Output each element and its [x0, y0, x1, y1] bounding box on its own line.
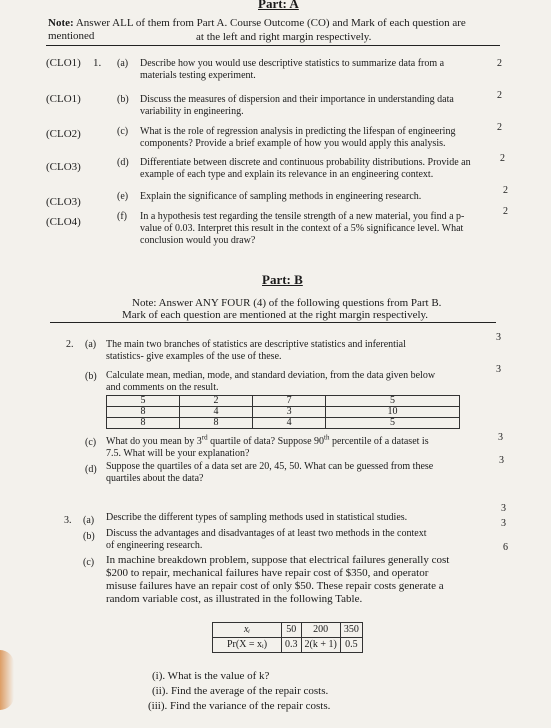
question-text: The main two branches of statistics are descriptive statistics and inferential statistics- give examples of the use of these.	[106, 339, 406, 362]
table-row: 5 2 7 5	[107, 396, 460, 407]
marks: 3	[496, 332, 501, 343]
question-number: 2.	[66, 339, 74, 350]
item-letter: (d)	[117, 157, 129, 168]
clo-label: (CLO4)	[46, 216, 81, 228]
page-edge-shadow	[0, 650, 14, 710]
question-text: What do you mean by 3rd quartile of data? Suppose 90th percentile of a dataset is 7.5. What will be your explanation?	[106, 433, 429, 459]
marks: 2	[503, 206, 508, 217]
question-number: 3.	[64, 515, 72, 526]
marks: 3	[496, 364, 501, 375]
question-text: Differentiate between discrete and continuous probability distributions. Provide an example of each type and explain its relevance in an engineering context.	[140, 157, 471, 180]
part-a-rule	[46, 45, 500, 46]
clo-label: (CLO3)	[46, 196, 81, 208]
question-text: Calculate mean, median, mode, and standard deviation, from the data given below and comments on the result.	[106, 370, 436, 393]
question-text: In machine breakdown problem, suppose that electrical failures generally cost $200 to repair, mechanical failures have repair cost of $350, and operator misuse failures have an repair cost of only $50. These repair costs generate a random variable cost, as illustrated in the following Table.	[106, 554, 450, 605]
item-letter: (a)	[83, 515, 95, 526]
clo-label: (CLO1)	[46, 93, 81, 105]
marks: 3	[501, 518, 506, 529]
note-line1: Answer ANY FOUR (4) of the following questions from Part B.	[158, 297, 442, 309]
note-label: Note:	[48, 17, 74, 29]
item-letter: (c)	[83, 557, 95, 568]
item-letter: (a)	[117, 58, 129, 69]
question-text: Discuss the advantages and disadvantages of at least two methods in the context of engineering research.	[106, 528, 427, 551]
sub-question: (i). What is the value of k?	[152, 670, 270, 682]
sub-question: (ii). Find the average of the repair costs.	[152, 685, 329, 697]
marks: 2	[497, 122, 502, 133]
marks: 2	[500, 153, 505, 164]
marks: 3	[499, 455, 504, 466]
item-letter: (c)	[85, 437, 97, 448]
table-row: 8 8 4 5	[107, 418, 460, 429]
note-line1: Answer ALL of them from Part A. Course Outcome (CO) and Mark of each question are mentioned	[48, 17, 466, 42]
marks: 2	[503, 185, 508, 196]
data-table	[106, 395, 460, 429]
item-letter: (c)	[117, 126, 129, 137]
item-letter: (f)	[117, 211, 127, 222]
marks: 3	[501, 503, 506, 514]
marks: 3	[498, 432, 503, 443]
clo-label: (CLO3)	[46, 161, 81, 173]
question-text: Describe how you would use descriptive statistics to summarize data from a materials testing experiment.	[140, 58, 445, 81]
part-b-note-line2: Mark of each question are mentioned at the right margin respectively.	[122, 309, 429, 321]
part-b-rule	[50, 322, 496, 323]
part-a-title: Part: A	[258, 0, 299, 11]
clo-label: (CLO1)	[46, 57, 81, 69]
item-letter: (b)	[85, 371, 97, 382]
table-row: Pr(X = xᵢ) 0.3 2(k + 1) 0.5	[213, 638, 363, 653]
item-letter: (a)	[85, 339, 97, 350]
question-number: 1.	[93, 57, 102, 69]
marks: 2	[497, 58, 502, 69]
question-text: In a hypothesis test regarding the tensile strength of a new material, you find a p- value of 0.03. Interpret this result in the context of a 5% significance level. What conclusion would you draw?	[140, 211, 465, 246]
question-text: Explain the significance of sampling methods in engineering research.	[140, 191, 422, 202]
table-row: 8 4 3 10	[107, 407, 460, 418]
note-label: Note:	[132, 297, 157, 309]
item-letter: (b)	[117, 94, 129, 105]
marks: 6	[503, 542, 508, 553]
question-text: Discuss the measures of dispersion and their importance in understanding data variability in engineering.	[140, 94, 454, 117]
question-text: What is the role of regression analysis in predicting the lifespan of engineering components? Provide a brief example of how you would apply this analysis.	[140, 126, 456, 149]
question-text: Suppose the quartiles of a data set are 20, 45, 50. What can be guessed from these quartiles about the data?	[106, 461, 434, 484]
marks: 2	[497, 90, 502, 101]
clo-label: (CLO2)	[46, 128, 81, 140]
sub-question: (iii). Find the variance of the repair costs.	[148, 700, 331, 712]
item-letter: (d)	[85, 464, 97, 475]
table-row: xᵢ 50 200 350	[213, 623, 363, 638]
part-b-title: Part: B	[262, 272, 303, 287]
question-text: Describe the different types of sampling methods used in statistical studies.	[106, 512, 408, 523]
probability-table	[212, 622, 363, 653]
item-letter: (b)	[83, 531, 95, 542]
part-a-note-line2: at the left and right margin respectively.	[196, 31, 372, 43]
item-letter: (e)	[117, 191, 129, 202]
